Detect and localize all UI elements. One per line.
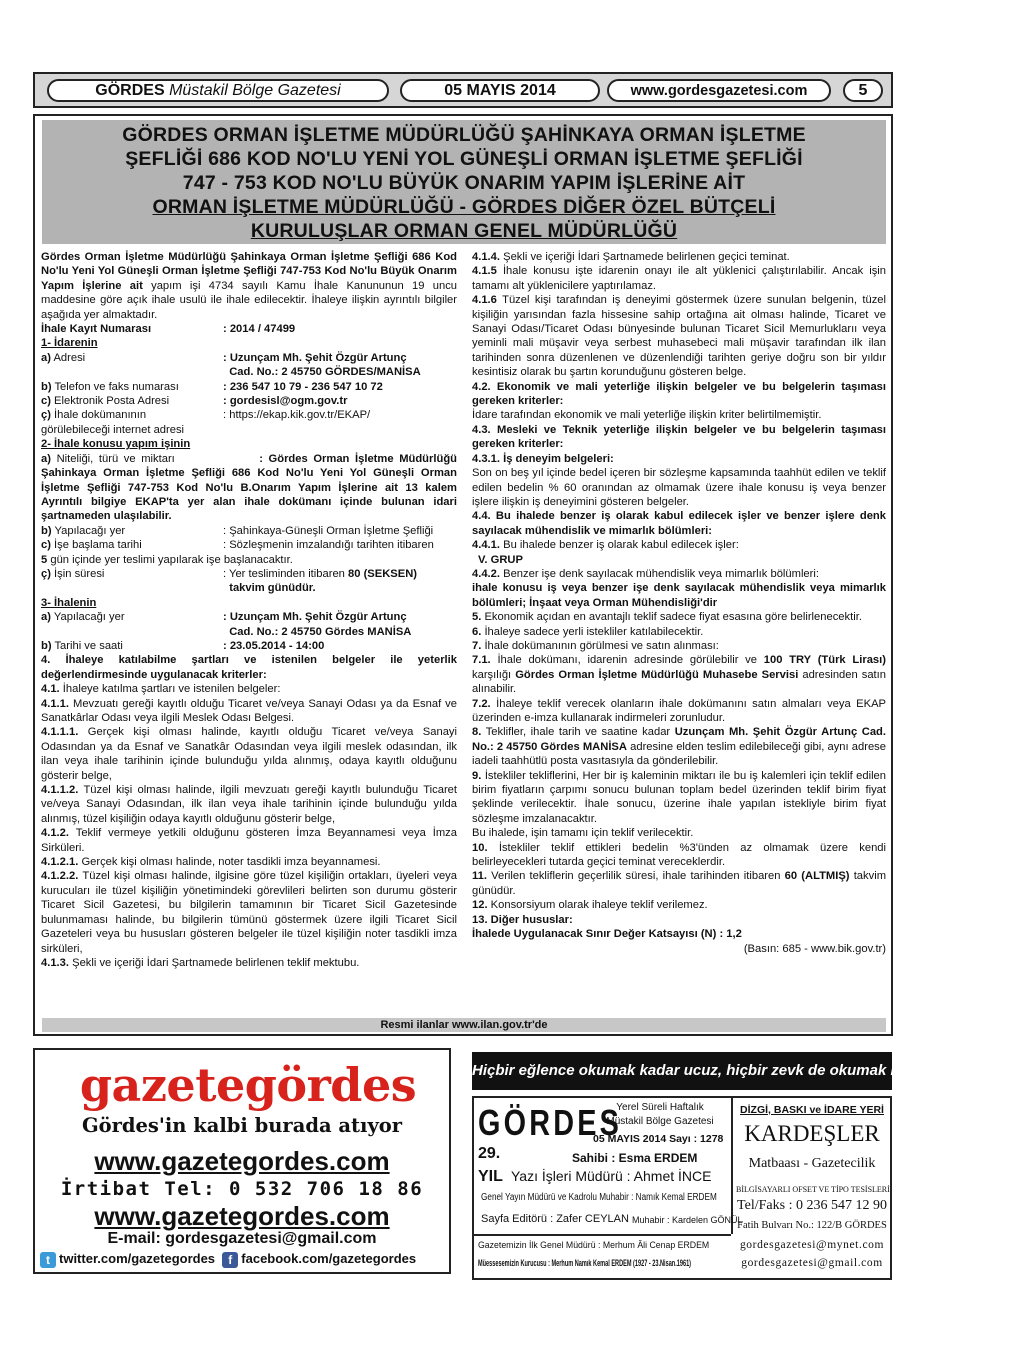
p4-1-2: 4.1.2. Teklif vermeye yetkili olduğunu gösteren İmza Beyannamesi veya İmza Sirküleri. xyxy=(41,827,457,854)
section-2-title: 2- İhale konusu yapım işinin xyxy=(41,438,191,451)
p13-title: 13. Diğer hususlar: xyxy=(472,913,573,926)
p13: İhalede Uygulanacak Sınır Değer Katsayısı (N) : 1,2 xyxy=(472,928,742,941)
p10: 10. İstekliler teklif ettikleri bedelin %3'ünden az olmamak üzere kendi belirleyecekleri tutarda geçici teminat vereceklerdir. xyxy=(472,841,887,869)
s1-email-row: c) Elektronik Posta Adresi : gordesisl@ogm.gov.tr xyxy=(41,395,348,408)
print-sub: Matbaası - Gazetecilik xyxy=(748,1156,876,1171)
masthead-type-1: Yerel Süreli Haftalık xyxy=(616,1102,704,1113)
p4-1-2-1: 4.1.2.1. Gerçek kişi olması halinde, noter tasdikli imza beyannamesi. xyxy=(41,856,381,869)
p4-1-6: 4.1.6 Tüzel kişi tarafından iş deneyimi göstermek üzere sunulan belgenin, tüzel kişiliğin yarısından fazla hissesine sahip ortağına ait olması halinde, Ticaret ve Sanayi Odası/Ticaret Odası bünyesinde bulunan Ticaret Sicil Memurluklarıı veya yeminli mali müşavir veya serbest muhasebeci mali müşavir tarafından ilk ilan tarihinden sonra düzenlenen ve düzenlendiği tarihten geriye doğru son bir yıldır kesintisiz olarak bu şartın korunduğunu gösteren belge. xyxy=(472,294,887,379)
p4-1-1-1: 4.1.1.1. Gerçek kişi olması halinde, kayıtlı olduğu Ticaret ve/veya Sanayi Odasından ya da Esnaf ve Sanatkâr Odasından veya ilgili meslek odasından, ilk ilan veya ihale tarihinin içinde bulunduğu yılda alınmış, odaya kayıtlı olduğunu gösterir belge, xyxy=(41,726,458,782)
header-paper-name: GÖRDES xyxy=(95,82,165,99)
p4-3-title: 4.3. Mesleki ve Teknik yeterliğe ilişkin belgeler ve bu belgelerin taşıması gereken kriterler: xyxy=(472,423,886,451)
ad-website-2[interactable]: www.gazetegordes.com xyxy=(94,1201,390,1231)
notice-right-column xyxy=(472,250,886,956)
masthead-founder: Müessesemizin Kurucusu : Merhum Namık Kemal ERDEM (1927 - 23.Nisan.1961) xyxy=(478,1258,692,1268)
facebook-icon: f xyxy=(222,1252,238,1268)
p4-1-2-2: 4.1.2.2. Tüzel kişi olması halinde, ilgisine göre tüzel kişiliğin ortakları, üyeleri veya kurucuları ile tüzel kişiliğin yönetimindeki görevlileri belirten son durumu gösterir Ticaret Sicil Gazetesi, bu bilgilerin tamamının bir Ticaret Sicil Gazetesinde bulunmaması halinde, bu bilgilerin tümünü göstermek üzere ilgili Ticaret Sicil Gazeteleri veya bu hususları gösteren belgeler ile tüzel kişiliğin noter tasdikli imza sirküleri, xyxy=(41,870,457,955)
masthead-editor: Yazı İşleri Müdürü : Ahmet İNCE xyxy=(511,1168,712,1184)
s1-ekap-cont: görülebileceği internet adresi xyxy=(41,423,185,436)
p4-1-5: 4.1.5 İhale konusu işte idarenin onayı ile alt yüklenici çalıştırılabilir. Ancak işin tamamı alt yüklenicilere yaptırılamaz. xyxy=(472,265,887,292)
masthead-reporter: Muhabir : Kardelen GÖNÜL xyxy=(632,1215,743,1225)
p9-cont: Bu ihalede, işin tamamı için teklif verilecektir. xyxy=(472,827,694,840)
header-date: 05 MAYIS 2014 xyxy=(400,79,600,102)
p4-1-1: 4.1.1. Mevzuatı gereği kayıtlı olduğu Ticaret ve/veya Sanayi Odası ya da Esnaf ve Sanatkârlar Odası veya ilgili Meslek Odası Belgesi. xyxy=(41,697,457,724)
masthead-type-2: Müstakil Bölge Gazetesi xyxy=(606,1116,714,1127)
p4-title: 4. İhaleye katılabilme şartları ve istenilen belgeler ile yeterlik değerlendirmesinde uygulanacak kriterler: xyxy=(41,654,457,681)
ad-social-links xyxy=(40,1251,444,1268)
header-paper-sub: Müstakil Bölge Gazetesi xyxy=(169,82,341,99)
p4-1: 4.1. İhaleye katılma şartları ve istenilen belgeler: xyxy=(41,683,281,696)
p4-4-2: 4.4.2. Benzer işe denk sayılacak mühendislik veya mimarlık bölümleri: xyxy=(472,567,819,580)
header-website[interactable]: www.gordesgazetesi.com xyxy=(607,79,831,102)
p8: 8. Teklifler, ihale tarih ve saatine kadar Uzunçam Mh. Şehit Özgür Artunç Cad. No.: 2 45750 Gördes MANİSA adresine elden teslim edilebileceği gibi, aynı adrese iadeli taahhütlü posta vasıtasıyla da gönderilebilir. xyxy=(472,726,886,768)
p4-4-title: 4.4. Bu ihalede benzer iş olarak kabul edilecek işler ve benzer işlere denk sayılacak mühendislik ve mimarlık bölümleri: xyxy=(472,510,886,537)
s3-place-row: a) Yapılacağı yer : Uzunçam Mh. Şehit Özgür Artunç Cad. No.: 2 45750 Gördes MANİSA xyxy=(41,611,412,638)
intro-paragraph: Gördes Orman İşletme Müdürlüğü Şahinkaya Orman İşletme Şefliği 686 Kod No'lu Yeni Yol Güneşli Orman İşletme Şefliği 747-753 Kod No'lu Büyük Onarım Yapım İşlerine ait yapım işi 4734 sayılı Kamu İhale Kanununun 19 uncu maddesine göre açık ihale usulü ile ihale edilecektir. İhaleye ilişkin ayrıntılı bilgiler aşağıda yer almaktadır. xyxy=(41,251,458,321)
section-1-title: 1- İdarenin xyxy=(41,337,98,350)
s2-start-row: c) İşe başlama tarihi : Sözleşmenin imzalandığı tarihten itibaren xyxy=(41,539,434,552)
masthead-owner: Sahibi : Esma ERDEM xyxy=(572,1151,698,1165)
s2-nature: a) Niteliği, türü ve miktarı : Gördes Orman İşletme Müdürlüğü Şahinkaya Orman İşletme Şefliği 686 Kod No'lu Yeni Yol Güneşli Orman İşletme Şefliği 747-753 Kod No'lu B.Onarım Yapım İşlerine ait 13 kalem Ayrıntılı bilgiye EKAP'ta yer alan ihale dokümanı içinde bulunan idari şartnameden ulaşılabilir. xyxy=(41,452,457,523)
masthead-first-gm: Gazetemizin İlk Genel Müdürü : Merhum Âli Cenap ERDEM xyxy=(478,1240,710,1251)
s3-date-row: b) Tarihi ve saati : 23.05.2014 - 14:00 xyxy=(41,639,325,652)
p5: 5. Ekonomik açıdan en avantajlı teklif sadece fiyat esasına göre belirlenecektir. xyxy=(472,611,862,624)
p6: 6. İhaleye sadece yerli istekliler katılabilecektir. xyxy=(472,625,704,638)
print-email-2[interactable]: gordesgazetesi@gmail.com xyxy=(741,1257,883,1269)
masthead-page-editor: Sayfa Editörü : Zafer CEYLAN xyxy=(481,1213,629,1225)
p4-4-1: 4.4.1. Bu ihalede benzer iş olarak kabul edilecek işler: xyxy=(472,539,739,552)
masthead-divider xyxy=(731,1098,733,1234)
print-name: KARDEŞLER xyxy=(744,1121,880,1146)
masthead-date-issue: 05 MAYIS 2014 Sayı : 1278 xyxy=(593,1133,724,1145)
motto-bar: Hiçbir eğlence okumak kadar ucuz, hiçbir zevk de okumak kadar kalıcı olamaz. xyxy=(472,1052,892,1090)
print-tel: Tel/Faks : 0 236 547 12 90 xyxy=(737,1198,887,1213)
p7: 7. İhale dokümanının görülmesi ve satın alınması: xyxy=(472,639,719,652)
page-header xyxy=(33,72,893,108)
ad-slogan: Gördes'in kalbi burada atıyor xyxy=(81,1114,403,1137)
press-reference: (Basın: 685 - www.bik.gov.tr) xyxy=(743,942,886,955)
p12: 12. Konsorsiyum olarak ihaleye teklif verilemez. xyxy=(472,899,708,912)
p4-4-1-group: V. GRUP xyxy=(478,553,523,566)
ad-email[interactable]: E-mail: gordesgazetesi@gmail.com xyxy=(107,1230,377,1247)
section-3-title: 3- İhalenin xyxy=(41,596,97,609)
s1-phone-row: b) Telefon ve faks numarası : 236 547 10 79 - 236 547 10 72 xyxy=(41,380,383,393)
print-email-1[interactable]: gordesgazetesi@mynet.com xyxy=(739,1239,885,1251)
s2-duration-row: ç) İşin süresi : Yer tesliminden itibaren 80 (SEKSEN) takvim günüdür. xyxy=(41,567,418,595)
masthead-divider-bottom xyxy=(474,1234,731,1236)
p7-2: 7.2. İhaleye teklif verecek olanların ihale dokümanını satın almaları veya EKAP üzerinden e-imza kullanarak indirmeleri zorunludur. xyxy=(472,697,887,724)
print-title: DİZGİ, BASKI ve İDARE YERİ xyxy=(740,1104,884,1116)
title-line-1: GÖRDES ORMAN İŞLETME MÜDÜRLÜĞÜ ŞAHİNKAYA ORMAN İŞLETME xyxy=(122,124,806,146)
p7-1: 7.1. İhale dokümanı, idarenin adresinde görülebilir ve 100 TRY (Türk Lirası) karşılığı Gördes Orman İşletme Müdürlüğü Muhasebe Servisi adresinden satın alınabilir. xyxy=(472,654,886,696)
s2-start-cont: 5 gün içinde yer teslimi yapılarak işe başlanacaktır. xyxy=(41,553,293,566)
notice-left-column xyxy=(41,250,457,970)
print-desc: BİLGİSAYARLI OFSET VE TİPO TESİSLERİ xyxy=(736,1185,890,1194)
p4-3-1: Son on beş yıl içinde bedel içeren bir sözleşme kapsamında taahhüt edilen ve teklif edilen bedelin % 60 oranından az olmamak üzere ihale konusu iş veya benzer işlere ilişkin iş deneyimini gösteren belgeler. xyxy=(472,467,886,508)
p4-1-3: 4.1.3. Şekli ve içeriği İdari Şartnamede belirlenen teklif mektubu. xyxy=(41,956,360,969)
masthead-name: GÖRDES xyxy=(478,1102,623,1143)
notice-title xyxy=(42,120,886,244)
p4-1-1-2: 4.1.1.2. Tüzel kişi olması halinde, ilgili mevzuatı gereği kayıtlı bulunduğu Ticaret ve/veya Sanayi Odasından, ilk ilan veya ihale tarihinin içinde bulunduğu yılda alınmış, tüzel kişiliğin odaya kayıtlı olduğunu gösterir belge, xyxy=(41,784,458,825)
ad-phone: İrtibat Tel: 0 532 706 18 86 xyxy=(60,1178,424,1200)
p4-2-title: 4.2. Ekonomik ve mali yeterliğe ilişkin belgeler ve bu belgelerin taşıması gereken kriterler: xyxy=(472,380,886,408)
ad-website-1[interactable]: www.gazetegordes.com xyxy=(94,1146,390,1176)
gazetegordes-logo: gazetegördes xyxy=(79,1058,417,1112)
title-line-3: 747 - 753 KOD NO'LU BÜYÜK ONARIM YAPIM İŞLERİNE AİT xyxy=(182,172,746,194)
s1-address-row: a) Adresi : Uzunçam Mh. Şehit Özgür Artunç Cad. No.: 2 45750 GÖRDES/MANİSA xyxy=(41,351,421,379)
official-ads-footer: Resmi ilanlar www.ilan.gov.tr'de xyxy=(42,1018,886,1032)
s2-place-row: b) Yapılacağı yer : Şahinkaya-Güneşli Orman İşletme Şefliği xyxy=(41,524,434,537)
title-line-5: KURULUŞLAR ORMAN GENEL MÜDÜRLÜĞÜ xyxy=(250,220,678,242)
p11: 11. Verilen tekliflerin geçerlilik süresi, ihale tarihinden itibaren 60 (ALTMIŞ) takvim günüdür. xyxy=(472,870,887,897)
masthead-year-word: YIL xyxy=(478,1168,503,1185)
title-line-2: ŞEFLİĞİ 686 KOD NO'LU YENİ YOL GÜNEŞLİ ORMAN İŞLETME ŞEFLİĞİ xyxy=(125,148,803,170)
title-line-4: ORMAN İŞLETME MÜDÜRLÜĞÜ - GÖRDES DİĞER ÖZEL BÜTÇELİ xyxy=(152,196,776,218)
kayit-row: İhale Kayıt Numarası : 2014 / 47499 xyxy=(41,323,296,336)
ad-twitter[interactable]: twitter.com/gazetegordes xyxy=(59,1251,216,1266)
p4-3-1-title: 4.3.1. İş deneyim belgeleri: xyxy=(472,452,614,465)
page-number: 5 xyxy=(843,79,883,102)
s1-ekap-row: ç) İhale dokümanının : https://ekap.kik.gov.tr/EKAP/ xyxy=(41,409,371,422)
ad-facebook[interactable]: facebook.com/gazetegordes xyxy=(241,1251,417,1266)
p4-4-2-bold: ihale konusu iş veya benzer işe denk sayılacak mühendislik veya mimarlık bölümleri; İnşaat veya Orman Mühendisliği'dir xyxy=(472,582,886,609)
twitter-icon: t xyxy=(40,1252,56,1268)
masthead-general-manager: Genel Yayın Müdürü ve Kadrolu Muhabir : Namık Kemal ERDEM xyxy=(481,1192,717,1203)
masthead-year-num: 29. xyxy=(478,1145,501,1162)
header-paper-pill xyxy=(47,79,389,102)
p9: 9. İstekliler tekliflerini, Her bir iş kaleminin miktarı ile bu iş kalemleri için teklif edilen birim fiyatların çarpımı sonucu bulunan toplam bedel üzerinden teklif birim fiyat şeklinde verilecektir. İhale sonucu, üzerine ihale yapılan istekliyle birim fiyat sözleşme imzalanacaktır. xyxy=(472,769,886,825)
print-address: Fatih Bulvarı No.: 122/B GÖRDES xyxy=(737,1220,887,1231)
p4-1-4: 4.1.4. Şekli ve içeriği İdari Şartnamede belirlenen geçici teminat. xyxy=(472,251,790,263)
p4-2: İdare tarafından ekonomik ve mali yeterliğe ilişkin kriter belirtilmemiştir. xyxy=(472,409,822,422)
